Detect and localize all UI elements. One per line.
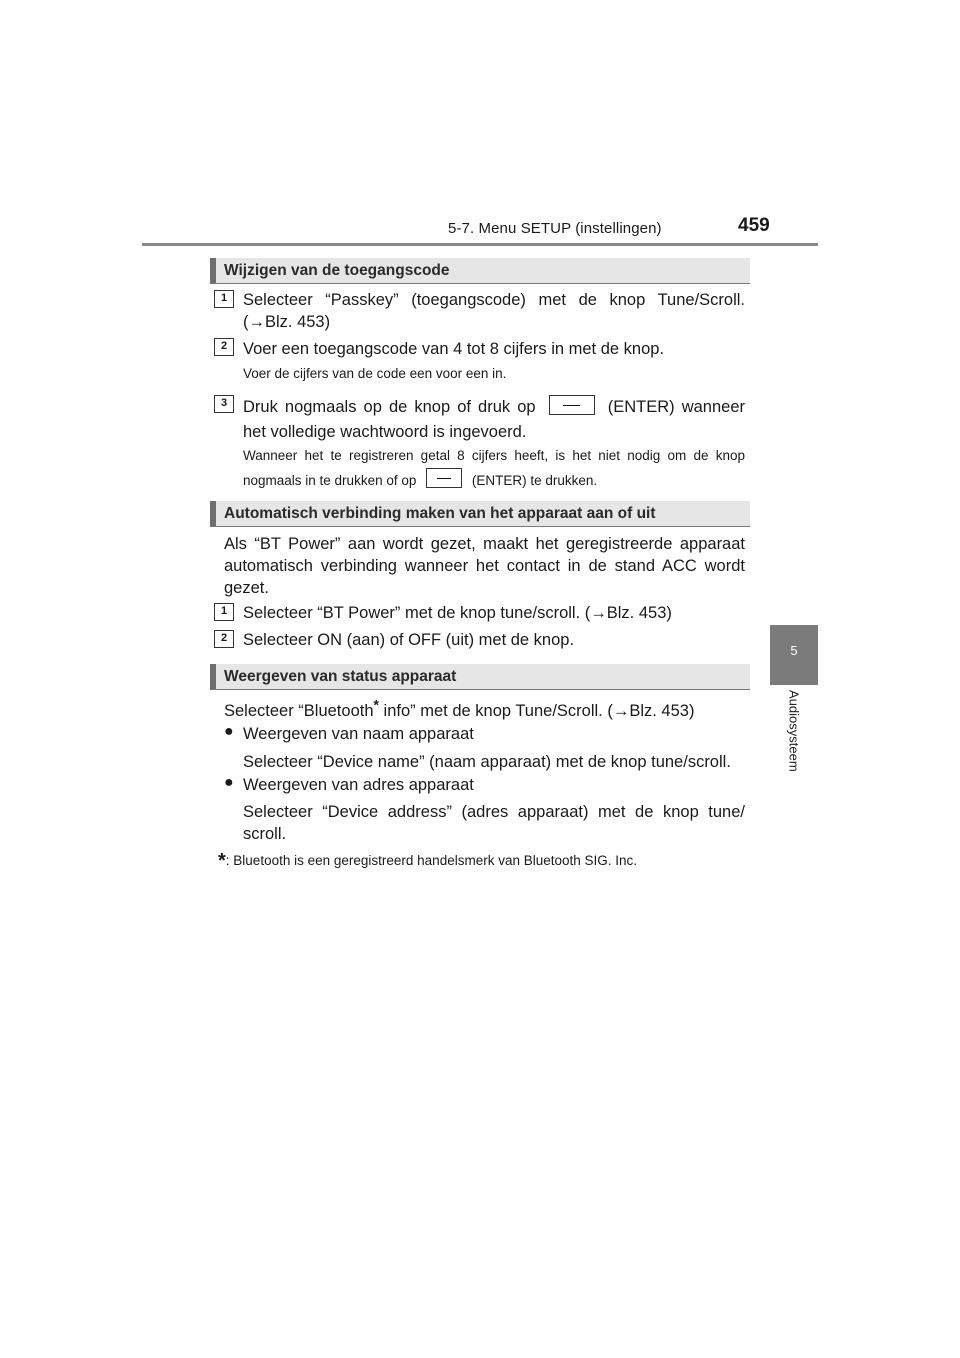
step-number: 2 [214, 338, 234, 356]
step-text [243, 395, 745, 445]
chapter-label: Audiosysteem [786, 690, 802, 772]
section-title: Wijzigen van de toegangscode [224, 262, 450, 279]
section-breadcrumb: 5-7. Menu SETUP (instellingen) [448, 220, 662, 237]
bullet-title: Weergeven van adres apparaat [243, 776, 474, 794]
chapter-tab: 5 [770, 625, 818, 685]
step-number: 2 [214, 630, 234, 648]
step-text: Voer een toegangscode van 4 tot 8 cijfers in met de knop. [243, 340, 665, 358]
section-heading-device-status [210, 664, 750, 690]
note-part: (ENTER) te drukken. [471, 473, 598, 488]
bullet-text: Selecteer “Device name” (naam apparaat) met de knop tune/scroll. [243, 753, 731, 771]
section-title: Weergeven van status apparaat [224, 668, 457, 685]
section-intro: Als “BT Power” aan wordt gezet, maakt het geregistreerde apparaat automatisch verbinding wanneer het contact in de stand ACC wordt gezet. [224, 535, 745, 597]
footnote-mark: * [373, 696, 379, 713]
step-text-part: Druk nogmaals op de knop of druk op [243, 398, 536, 416]
header-divider [142, 243, 818, 246]
section-title: Automatisch verbinding maken van het apparaat aan of uit [224, 505, 656, 522]
step-note: Voer de cijfers van de code een voor een in. [243, 366, 507, 381]
footnote [218, 850, 637, 873]
bullet-title: Weergeven van naam apparaat [243, 725, 474, 743]
step-number: 1 [214, 603, 234, 621]
intro-part: info” met de knop Tune/Scroll. (→Blz. 453) [378, 702, 695, 720]
section-heading-passkey [210, 258, 750, 284]
bullet-text: Selecteer “Device address” (adres apparaat) met de knop tune/ scroll. [243, 803, 745, 843]
step-note [243, 444, 745, 493]
section-intro [224, 696, 745, 722]
step-text-part: (ENTER) wanneer het volledige wachtwoord is ingevoerd. [243, 398, 745, 441]
bullet-icon: ● [224, 774, 234, 791]
intro-part: Selecteer “Bluetooth [224, 702, 374, 720]
page-number: 459 [738, 215, 770, 236]
step-number: 3 [214, 395, 234, 413]
step-text: Selecteer “BT Power” met de knop tune/scroll. (→Blz. 453) [243, 604, 672, 622]
footnote-star: * [218, 850, 226, 872]
section-heading-auto-connect [210, 501, 750, 527]
note-part: Wanneer het te registreren getal 8 cijfers heeft, is het niet nodig om de knop nogmaals in te drukken of op [243, 448, 745, 488]
step-number: 1 [214, 290, 234, 308]
enter-key-icon [426, 468, 462, 488]
step-text: Selecteer ON (aan) of OFF (uit) met de knop. [243, 631, 575, 649]
enter-key-icon [549, 395, 595, 415]
footnote-text: : Bluetooth is een geregistreerd handelsmerk van Bluetooth SIG. Inc. [225, 853, 638, 868]
bullet-icon: ● [224, 723, 234, 740]
step-text: Selecteer “Passkey” (toegangscode) met de knop Tune/Scroll. (→Blz. 453) [243, 291, 745, 331]
